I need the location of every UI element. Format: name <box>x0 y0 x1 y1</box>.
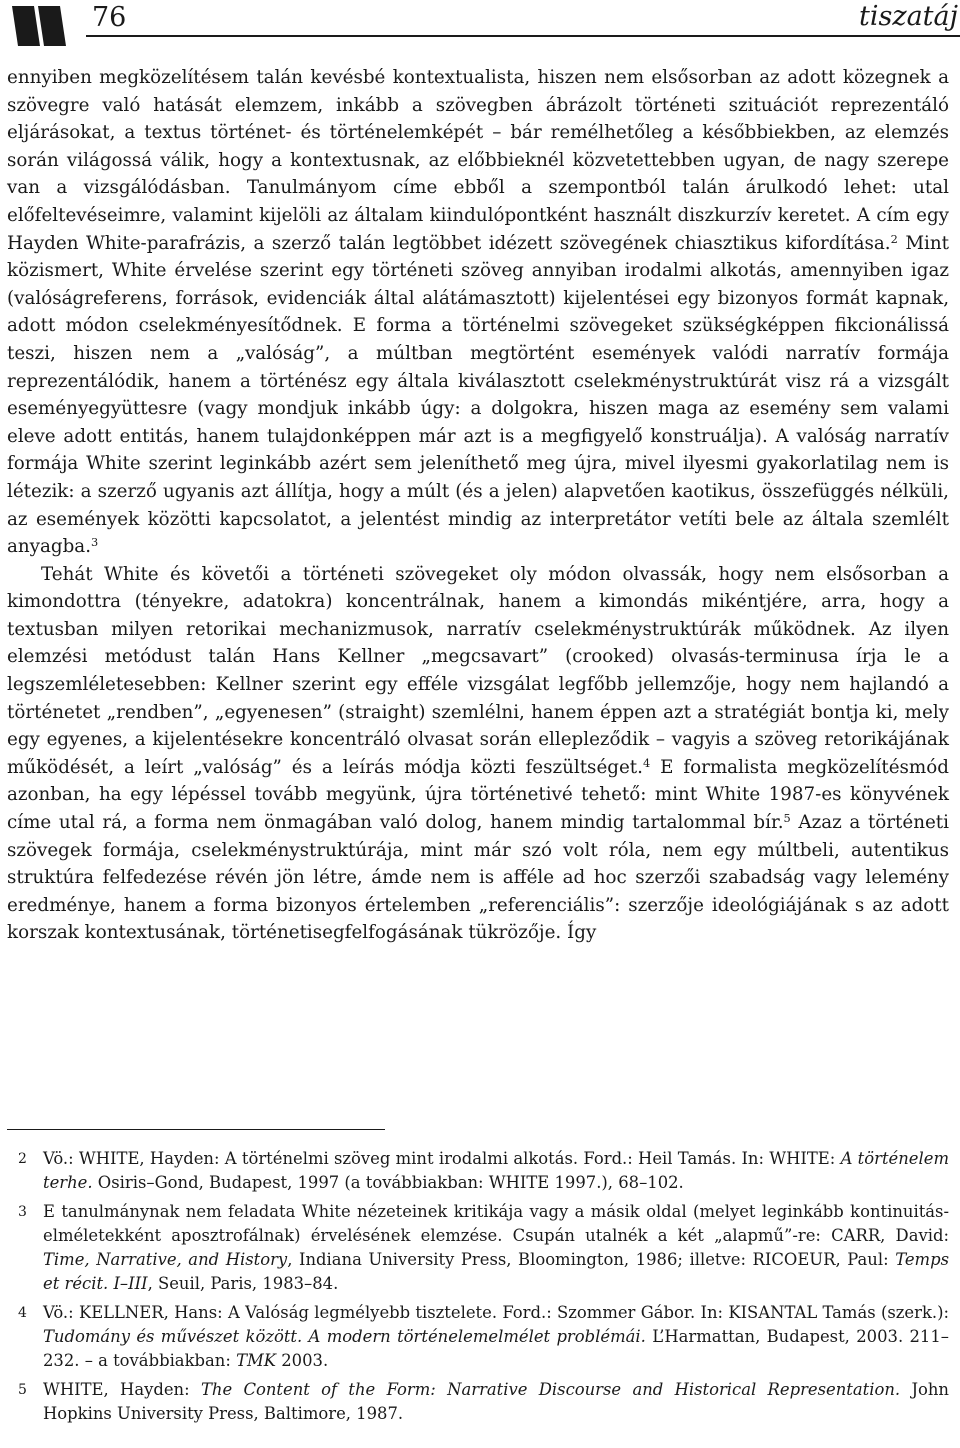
footnote-4-a: Vö.: KELLNER, Hans: A Valóság legmélyebb tisztelete. Ford.: Szommer Gábor. In: KISANTAL Tamás (szerk.): <box>43 1302 949 1322</box>
footnote-5-a: WHITE, Hayden: <box>43 1379 201 1399</box>
footnote-4-e: 2003. <box>276 1351 329 1371</box>
footnote-ref-4[interactable]: 4 <box>642 755 651 770</box>
footnote-ref-3[interactable]: 3 <box>91 534 99 549</box>
footnote-text <box>43 1378 949 1427</box>
paragraph-1 <box>7 64 949 561</box>
article-body <box>7 64 949 947</box>
footnote-number: 3 <box>18 1203 27 1220</box>
footnote-4-d: TMK <box>236 1351 277 1371</box>
footnote-2-c: Osiris–Gond, Budapest, 1997 (a továbbiakban: WHITE 1997.), 68–102. <box>92 1173 684 1193</box>
page-header <box>0 0 960 60</box>
footnote-2-b: A történelem terhe. <box>43 1149 949 1193</box>
footnote-3-d: Temps et récit. I–III <box>43 1250 949 1294</box>
footnote-4-c: L’Harmattan, Budapest, 2003. 211–232. – a továbbiakban: <box>43 1327 949 1371</box>
page-number: 76 <box>92 2 127 33</box>
footnote-5-c: John Hopkins University Press, Baltimore, 1987. <box>43 1379 949 1423</box>
paragraph-2 <box>7 561 949 947</box>
footnote-3-a: E tanulmánynak nem feladata White nézeteinek kritikája vagy a másik oldal (melyet leginkább kontinuitás-elméletekként aposztrofálnak) érvelésének elemzése. Csupán utalnék a két „alapmű”-re: CARR, David: <box>43 1201 949 1245</box>
footnote-3-e: , Seuil, Paris, 1983–84. <box>147 1274 339 1294</box>
footnote-separator <box>7 1129 385 1130</box>
paragraph-2-text-c: Azaz a történeti szövegek formája, cselekménystruktúrája, mint már szó volt róla, nem egy múltbeli, autentikus struktúra felfedezése révén jön létre, ámde nem is afféle ad hoc szerzői szabadság vagy lelemény eredménye, hanem a forma bizonyos értelemben „referenciális”: szerzője ideológiájának s az adott korszak kontextusának, történetisegfelfogásának tükrözője. Így <box>7 812 949 944</box>
paragraph-2-text-b: E formalista megközelítésmód azonban, ha egy lépéssel tovább megyünk, újra történetivé tehető: mint White 1987-es könyvének címe utal rá, a forma nem önmagában való dolog, hanem mindig tartalommal bír. <box>7 756 949 834</box>
journal-logo-icon <box>12 6 82 46</box>
paragraph-2-text-a: Tehát White és követői a történeti szövegeket oly módon olvassák, hogy nem elsősorban a kimondottra (tényekre, adatokra) koncentrálnak, hanem a kimondás mikéntjére, arra, hogy a textusban milyen retorikai mechanizmusok, narratív cselekménystruktúrák működnek. Az ilyen elemzési metódust talán Hans Kellner „megcsavart” (crooked) olvasás-terminusa írja le a legszemléletesebben: Kellner szerint egy efféle vizsgálat legfőbb jellemzője, hogy nem hajlandó a történetet „rendben”, „egyenesen” (straight) szemlélni, hanem éppen azt a stratégiát bontja ki, mely egy egyenes, a kijelentésekre koncentráló olvasat során ellepleződik – vagyis a szöveg retorikájának működését, a leírt „valóság” és a leírás módja közti feszültséget. <box>7 563 949 778</box>
footnote-2 <box>7 1147 949 1196</box>
footnote-3-c: , Indiana University Press, Bloomington, 1986; illetve: RICOEUR, Paul: <box>287 1250 896 1270</box>
footnote-3-b: Time, Narrative, and History <box>43 1250 288 1270</box>
header-rule <box>86 35 960 37</box>
footnote-ref-5[interactable]: 5 <box>783 810 791 825</box>
footnote-5-b: The Content of the Form: Narrative Discourse and Historical Representation. <box>200 1379 901 1399</box>
footnote-number: 4 <box>18 1304 27 1321</box>
footnote-4 <box>7 1301 949 1374</box>
footnote-4-b: Tudomány és művészet között. A modern történelemelmélet problémái. <box>43 1327 646 1347</box>
footnotes <box>7 1147 949 1430</box>
footnote-number: 2 <box>18 1151 27 1167</box>
footnote-text <box>43 1200 949 1297</box>
footnote-number: 5 <box>18 1381 27 1398</box>
footnote-5 <box>7 1378 949 1427</box>
footnote-text <box>43 1301 949 1374</box>
footnote-ref-2[interactable]: 2 <box>890 231 898 246</box>
footnote-text <box>43 1147 949 1196</box>
footnote-3 <box>7 1200 949 1297</box>
journal-title: tiszatáj <box>859 1 958 32</box>
footnote-2-a: Vö.: WHITE, Hayden: A történelmi szöveg mint irodalmi alkotás. Ford.: Heil Tamás. In: WHITE: <box>43 1149 841 1168</box>
paragraph-1-text-a: ennyiben megközelítésem talán kevésbé kontextualista, hiszen nem elsősorban az adott közegnek a szövegre való hatását elemzem, inkább a szövegben ábrázolt történeti szituációt reprezentáló eljárásokat, a textus történet- és történelemképét – bár remélhetőleg a későbbiekben, az elemzés során világossá válik, hogy a kontextusnak, az előbbieknél közvetettebben ugyan, de nagy szerepe van a vizsgálódásban. Tanulmányom címe ebből a szempontból talán árulkodó lehet: utal előfeltevéseimre, valamint kijelöli az általam kiindulópontként használt diszkurzív keretet. A cím egy Hayden White-parafrázis, a szerző talán legtöbbet idézett szövegének chiasztikus kifordítása. <box>7 67 949 254</box>
paragraph-1-text-b: Mint közismert, White érvelése szerint egy történeti szöveg annyiban irodalmi alkotás, amennyiben igaz (valóságreferens, források, evidenciák által alátámasztott) kijelentései egy bizonyos formát kapnak, adott módon cselekményesítődnek. E forma a történelmi szövegeket szükségképpen fikcionálissá teszi, hiszen nem a „valóság”, a múltban megtörtént események valódi narratív formája reprezentálódik, hanem a történész egy általa kiválasztott cselekménystruktúrát visz rá a vizsgált eseményegyüttesre (vagy mondjuk inkább úgy: a dolgokra, hiszen maga az esemény sem valami eleve adott entitás, hanem tulajdonképpen már azt is a megfigyelő konstruálja). A valóság narratív formája White szerint leginkább azért sem jeleníthető meg újra, mivel ilyesmi gyakorlatilag nem is létezik: a szerző ugyanis azt állítja, hogy a múlt (és a jelen) alapvetően kaotikus, összefüggés nélküli, az események közötti kapcsolatot, a jelentést mindig az interpretátor vetíti bele az általa szemlélt anyagba. <box>7 232 949 558</box>
